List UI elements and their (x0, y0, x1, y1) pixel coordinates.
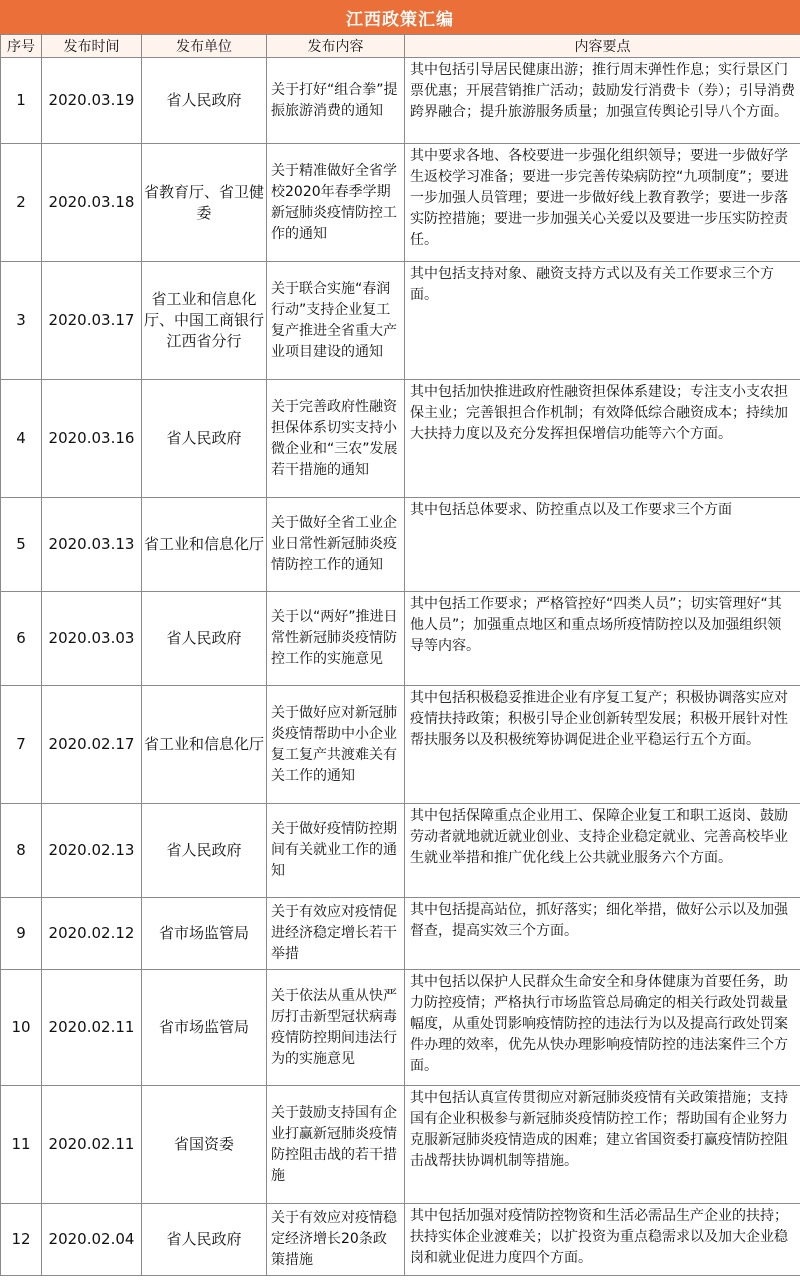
row-unit: 省人民政府 (142, 380, 267, 498)
row-date: 2020.03.16 (42, 380, 142, 498)
row-unit: 省国资委 (142, 1086, 267, 1204)
row-unit: 省市场监管局 (142, 898, 267, 970)
row-date: 2020.03.18 (42, 144, 142, 262)
row-index: 3 (1, 262, 42, 380)
row-content: 关于做好全省工业企业日常性新冠肺炎疫情防控工作的通知 (267, 498, 405, 592)
row-index: 11 (1, 1086, 42, 1204)
row-index: 10 (1, 970, 42, 1086)
row-date: 2020.03.17 (42, 262, 142, 380)
header-row (1, 35, 800, 58)
row-unit: 省市场监管局 (142, 970, 267, 1086)
row-summary: 其中包括以保护人民群众生命安全和身体健康为首要任务，助力防控疫情；严格执行市场监管总局确定的相关行政处罚裁量幅度，从重处罚影响疫情防控的违法行为以及提高行政处罚案件办理的效率，优先从快办理影响疫情防控的违法案件三个方面。 (405, 970, 800, 1086)
row-index: 2 (1, 144, 42, 262)
row-summary: 其中包括支持对象、融资支持方式以及有关工作要求三个方面。 (405, 262, 800, 380)
row-content: 关于完善政府性融资担保体系切实支持小微企业和“三农”发展若干措施的通知 (267, 380, 405, 498)
row-summary: 其中包括加快推进政府性融资担保体系建设；专注支小支农担保主业；完善银担合作机制；有效降低综合融资成本；持续加大扶持力度以及充分发挥担保增信功能等六个方面。 (405, 380, 800, 498)
row-summary: 其中包括工作要求；严格管控好“四类人员”；切实管理好“其他人员”；加强重点地区和重点场所疫情防控以及加强组织领导等内容。 (405, 592, 800, 686)
header-index: 序号 (1, 35, 42, 58)
row-index: 6 (1, 592, 42, 686)
table-row (1, 262, 800, 380)
table-row (1, 144, 800, 262)
row-content: 关于精准做好全省学校2020年春季学期新冠肺炎疫情防控工作的通知 (267, 144, 405, 262)
row-content: 关于有效应对疫情稳定经济增长20条政策措施 (267, 1204, 405, 1276)
table-row (1, 1204, 800, 1276)
row-date: 2020.02.11 (42, 970, 142, 1086)
row-date: 2020.02.17 (42, 686, 142, 804)
table-row (1, 686, 800, 804)
table-row (1, 592, 800, 686)
header-unit: 发布单位 (142, 35, 267, 58)
row-summary: 其中要求各地、各校要进一步强化组织领导；要进一步做好学生返校学习准备；要进一步完善传染病防控“九项制度”；要进一步加强人员管理；要进一步做好线上教育教学；要进一步落实防控措施；要进一步加强关心关爱以及要进一步压实防控责任。 (405, 144, 800, 262)
row-unit: 省人民政府 (142, 592, 267, 686)
table-row (1, 898, 800, 970)
row-unit: 省人民政府 (142, 804, 267, 898)
row-summary: 其中包括保障重点企业用工、保障企业复工和职工返岗、鼓励劳动者就地就近就业创业、支持企业稳定就业、完善高校毕业生就业举措和推广优化线上公共就业服务六个方面。 (405, 804, 800, 898)
row-content: 关于做好疫情防控期间有关就业工作的通知 (267, 804, 405, 898)
row-unit: 省工业和信息化厅 (142, 498, 267, 592)
table-title: 江西政策汇编 (0, 0, 800, 34)
policy-table (0, 34, 800, 1276)
header-date: 发布时间 (42, 35, 142, 58)
row-content: 关于依法从重从快严厉打击新型冠状病毒疫情防控期间违法行为的实施意见 (267, 970, 405, 1086)
table-row (1, 58, 800, 144)
table-row (1, 1086, 800, 1204)
row-index: 8 (1, 804, 42, 898)
row-index: 7 (1, 686, 42, 804)
row-date: 2020.03.13 (42, 498, 142, 592)
table-body (1, 58, 800, 1276)
row-index: 12 (1, 1204, 42, 1276)
row-date: 2020.02.11 (42, 1086, 142, 1204)
row-content: 关于以“两好”推进日常性新冠肺炎疫情防控工作的实施意见 (267, 592, 405, 686)
row-date: 2020.03.19 (42, 58, 142, 144)
row-summary: 其中包括总体要求、防控重点以及工作要求三个方面 (405, 498, 800, 592)
row-content: 关于鼓励支持国有企业打赢新冠肺炎疫情防控阻击战的若干措施 (267, 1086, 405, 1204)
row-date: 2020.03.03 (42, 592, 142, 686)
row-unit: 省人民政府 (142, 1204, 267, 1276)
row-content: 关于做好应对新冠肺炎疫情帮助中小企业复工复产共渡难关有关工作的通知 (267, 686, 405, 804)
header-content: 发布内容 (267, 35, 405, 58)
row-date: 2020.02.04 (42, 1204, 142, 1276)
row-summary: 其中包括认真宣传贯彻应对新冠肺炎疫情有关政策措施；支持国有企业积极参与新冠肺炎疫情防控工作；帮助国有企业努力克服新冠肺炎疫情造成的困难；建立省国资委打赢疫情防控阻击战帮扶协调机制等措施。 (405, 1086, 800, 1204)
row-summary: 其中包括提高站位，抓好落实；细化举措，做好公示以及加强督查，提高实效三个方面。 (405, 898, 800, 970)
header-summary: 内容要点 (405, 35, 800, 58)
row-summary: 其中包括加强对疫情防控物资和生活必需品生产企业的扶持；扶持实体企业渡难关；以扩投资为重点稳需求以及加大企业稳岗和就业促进力度四个方面。 (405, 1204, 800, 1276)
row-unit: 省教育厅、省卫健委 (142, 144, 267, 262)
row-content: 关于联合实施“春润行动”支持企业复工复产推进全省重大产业项目建设的通知 (267, 262, 405, 380)
row-date: 2020.02.13 (42, 804, 142, 898)
row-index: 4 (1, 380, 42, 498)
table-row (1, 804, 800, 898)
row-index: 1 (1, 58, 42, 144)
row-summary: 其中包括积极稳妥推进企业有序复工复产；积极协调落实应对疫情扶持政策；积极引导企业创新转型发展；积极开展针对性帮扶服务以及积极统筹协调促进企业平稳运行五个方面。 (405, 686, 800, 804)
row-summary: 其中包括引导居民健康出游；推行周末弹性作息；实行景区门票优惠；开展营销推广活动；鼓励发行消费卡（券）；引导消费跨界融合；提升旅游服务质量；加强宣传舆论引导八个方面。 (405, 58, 800, 144)
table-row (1, 498, 800, 592)
row-unit: 省工业和信息化厅 (142, 686, 267, 804)
row-content: 关于打好“组合拳”提振旅游消费的通知 (267, 58, 405, 144)
row-unit: 省人民政府 (142, 58, 267, 144)
row-content: 关于有效应对疫情促进经济稳定增长若干举措 (267, 898, 405, 970)
table-row (1, 970, 800, 1086)
table-row (1, 380, 800, 498)
row-index: 9 (1, 898, 42, 970)
row-date: 2020.02.12 (42, 898, 142, 970)
row-index: 5 (1, 498, 42, 592)
row-unit: 省工业和信息化厅、中国工商银行江西省分行 (142, 262, 267, 380)
